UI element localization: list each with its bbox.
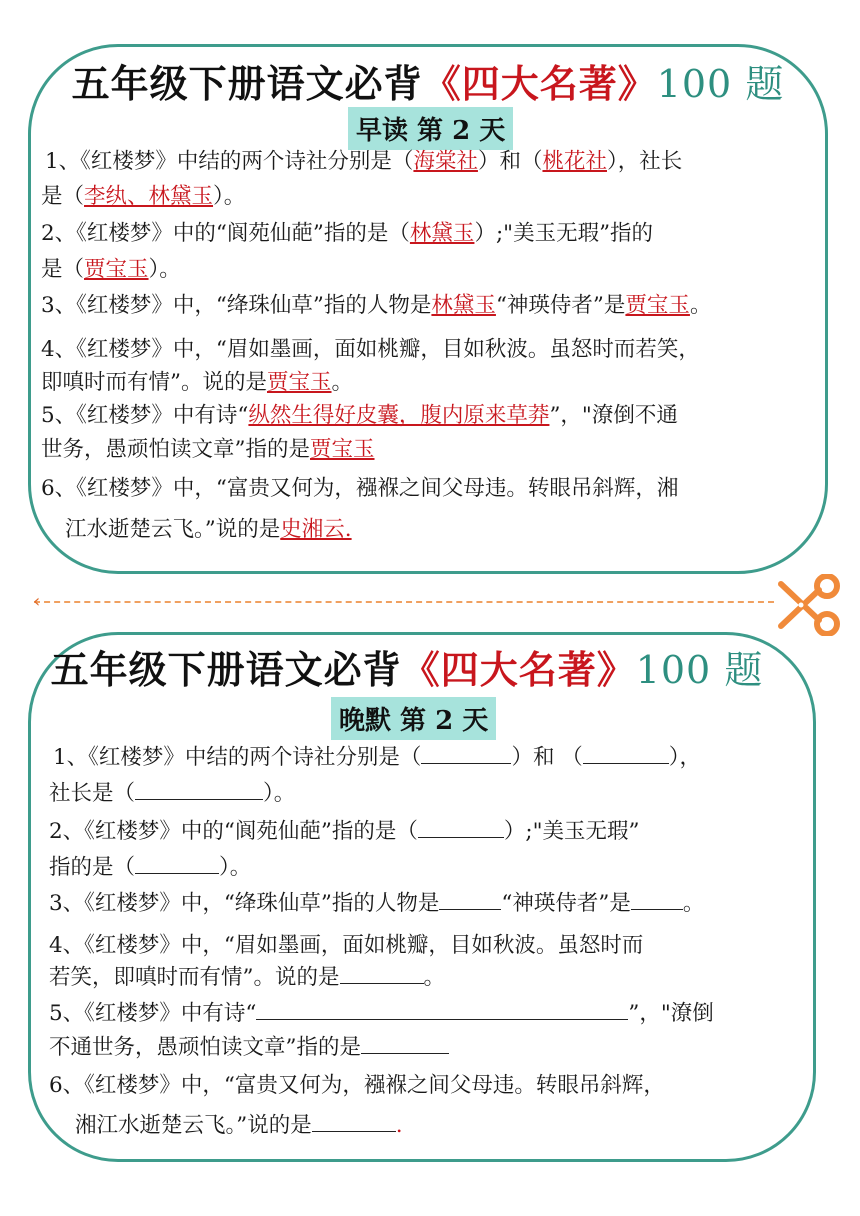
question-4-line-2 xyxy=(49,959,445,997)
answer-blank[interactable] xyxy=(256,997,628,1020)
title-book-text: 《四大名著》 xyxy=(401,647,636,692)
question-2-line-1 xyxy=(49,813,640,851)
answer-blank[interactable] xyxy=(361,1031,449,1054)
question-text: 世务，愚顽怕读文章”指的是 xyxy=(41,437,310,462)
evening-dictation-card xyxy=(28,632,816,1162)
title-grade-text: 五年级下册语文必背 xyxy=(50,647,402,692)
question-text: 若笑，即嗔时而有情”。说的是 xyxy=(49,965,340,990)
question-text: 5、《红楼梦》中有诗“ xyxy=(41,403,249,428)
question-5-line-2 xyxy=(41,431,375,469)
question-text: 3、《红楼梦》中，“绛珠仙草”指的人物是 xyxy=(49,891,440,916)
answer-text: 海棠社 xyxy=(413,149,478,174)
question-5-line-1 xyxy=(41,397,678,435)
question-6-line-1 xyxy=(41,470,678,508)
question-text: ）和（ xyxy=(477,149,543,174)
question-2-line-2 xyxy=(41,251,181,289)
answer-text: 贾宝玉 xyxy=(625,293,690,318)
answer-text: 林黛玉 xyxy=(431,293,496,318)
scissors-icon xyxy=(773,574,843,636)
question-3-line-1 xyxy=(49,885,704,923)
question-1-line-2 xyxy=(49,775,295,813)
question-text: ）;"美玉无瑕”指的 xyxy=(474,221,654,246)
question-3-line-1 xyxy=(41,287,711,325)
question-text: ）。 xyxy=(213,184,246,209)
question-text: 。 xyxy=(682,891,705,916)
question-text: 社长是（ xyxy=(49,781,136,806)
question-1-line-1 xyxy=(45,143,682,181)
question-text: 。 xyxy=(423,965,446,990)
section-subtitle: 早读 第 2 天 xyxy=(348,107,513,150)
title-grade-text: 五年级下册语文必背 xyxy=(71,61,423,106)
question-1-line-2 xyxy=(41,178,245,216)
answer-blank[interactable] xyxy=(439,887,501,910)
question-text: ）， xyxy=(668,745,702,770)
answer-text: 史湘云. xyxy=(280,517,352,542)
question-text: 江水逝楚云飞。”说的是 xyxy=(65,517,281,542)
question-text: 2、《红楼梦》中的“阆苑仙葩”指的是（ xyxy=(49,819,418,844)
question-6-line-2 xyxy=(65,511,352,549)
question-text: 。 xyxy=(331,370,354,395)
question-text: 5、《红楼梦》中有诗“ xyxy=(49,1001,257,1026)
question-2-line-1 xyxy=(41,215,653,253)
question-text: ）。 xyxy=(219,855,252,880)
question-text: 即嗔时而有情”。说的是 xyxy=(41,370,267,395)
question-text: . xyxy=(395,1113,403,1138)
answer-text: 贾宝玉 xyxy=(310,437,375,462)
question-text: ）和 （ xyxy=(511,745,583,770)
question-text: 4、《红楼梦》中，“眉如墨画，面如桃瓣，目如秋波。虽怒时而若笑， xyxy=(41,337,700,362)
question-text: 是（ xyxy=(41,184,85,209)
question-text: 2、《红楼梦》中的“阆苑仙葩”指的是（ xyxy=(41,221,410,246)
page-title xyxy=(31,53,825,108)
title-count-text: 100 题 xyxy=(635,648,764,692)
question-5-line-2 xyxy=(49,1029,449,1067)
question-6-line-1 xyxy=(49,1067,665,1105)
question-text: ）;"美玉无瑕” xyxy=(503,819,640,844)
answer-text: 纵然生得好皮囊，腹内原来草莽 xyxy=(248,403,550,428)
question-text: 1、《红楼梦》中结的两个诗社分别是（ xyxy=(53,745,422,770)
answer-text: 贾宝玉 xyxy=(84,257,149,282)
question-6-line-2 xyxy=(75,1107,403,1145)
question-text: 不通世务，愚顽怕读文章”指的是 xyxy=(49,1035,361,1060)
answer-blank[interactable] xyxy=(340,961,424,984)
section-subtitle: 晚默 第 2 天 xyxy=(331,697,496,740)
question-text: 。 xyxy=(689,293,712,318)
question-text: ）。 xyxy=(263,781,296,806)
cut-line xyxy=(34,601,774,603)
question-text: 是（ xyxy=(41,257,85,282)
title-book-text: 《四大名著》 xyxy=(422,61,657,106)
answer-blank[interactable] xyxy=(421,741,511,764)
question-text: 6、《红楼梦》中，“富贵又何为，襁褓之间父母违。转眼吊斜辉， xyxy=(49,1073,665,1098)
question-5-line-1 xyxy=(49,995,714,1033)
question-text: 湘江水逝楚云飞。”说的是 xyxy=(75,1113,312,1138)
question-2-line-2 xyxy=(49,849,251,887)
answer-blank[interactable] xyxy=(631,887,683,910)
answer-text: 林黛玉 xyxy=(409,221,475,246)
question-text: “神瑛侍者”是 xyxy=(501,891,631,916)
question-text: “神瑛侍者”是 xyxy=(495,293,626,318)
arrow-left-icon: ‹ xyxy=(33,591,41,612)
answer-blank[interactable] xyxy=(583,741,669,764)
question-text: ”，"潦倒不通 xyxy=(549,403,678,428)
question-text: 4、《红楼梦》中，“眉如墨画，面如桃瓣，目如秋波。虽怒时而 xyxy=(49,933,644,958)
question-1-line-1 xyxy=(53,739,701,777)
question-text: 指的是（ xyxy=(49,855,136,880)
answer-blank[interactable] xyxy=(312,1109,396,1132)
answer-blank[interactable] xyxy=(135,777,263,800)
question-text: ），社长 xyxy=(606,149,683,174)
answer-blank[interactable] xyxy=(418,815,504,838)
answer-text: 李纨、林黛玉 xyxy=(84,184,214,209)
page-title xyxy=(1,639,813,694)
answer-text: 贾宝玉 xyxy=(267,370,332,395)
question-text: 3、《红楼梦》中，“绛珠仙草”指的人物是 xyxy=(41,293,432,318)
question-text: 6、《红楼梦》中，“富贵又何为，襁褓之间父母违。转眼吊斜辉，湘 xyxy=(41,476,679,501)
answer-blank[interactable] xyxy=(135,851,219,874)
question-text: ）。 xyxy=(148,257,181,282)
title-count-text: 100 题 xyxy=(656,62,785,106)
question-text: ”，"潦倒 xyxy=(628,1001,714,1026)
question-text: 1、《红楼梦》中结的两个诗社分别是（ xyxy=(45,149,414,174)
morning-reading-card xyxy=(28,44,828,574)
answer-text: 桃花社 xyxy=(542,149,607,174)
